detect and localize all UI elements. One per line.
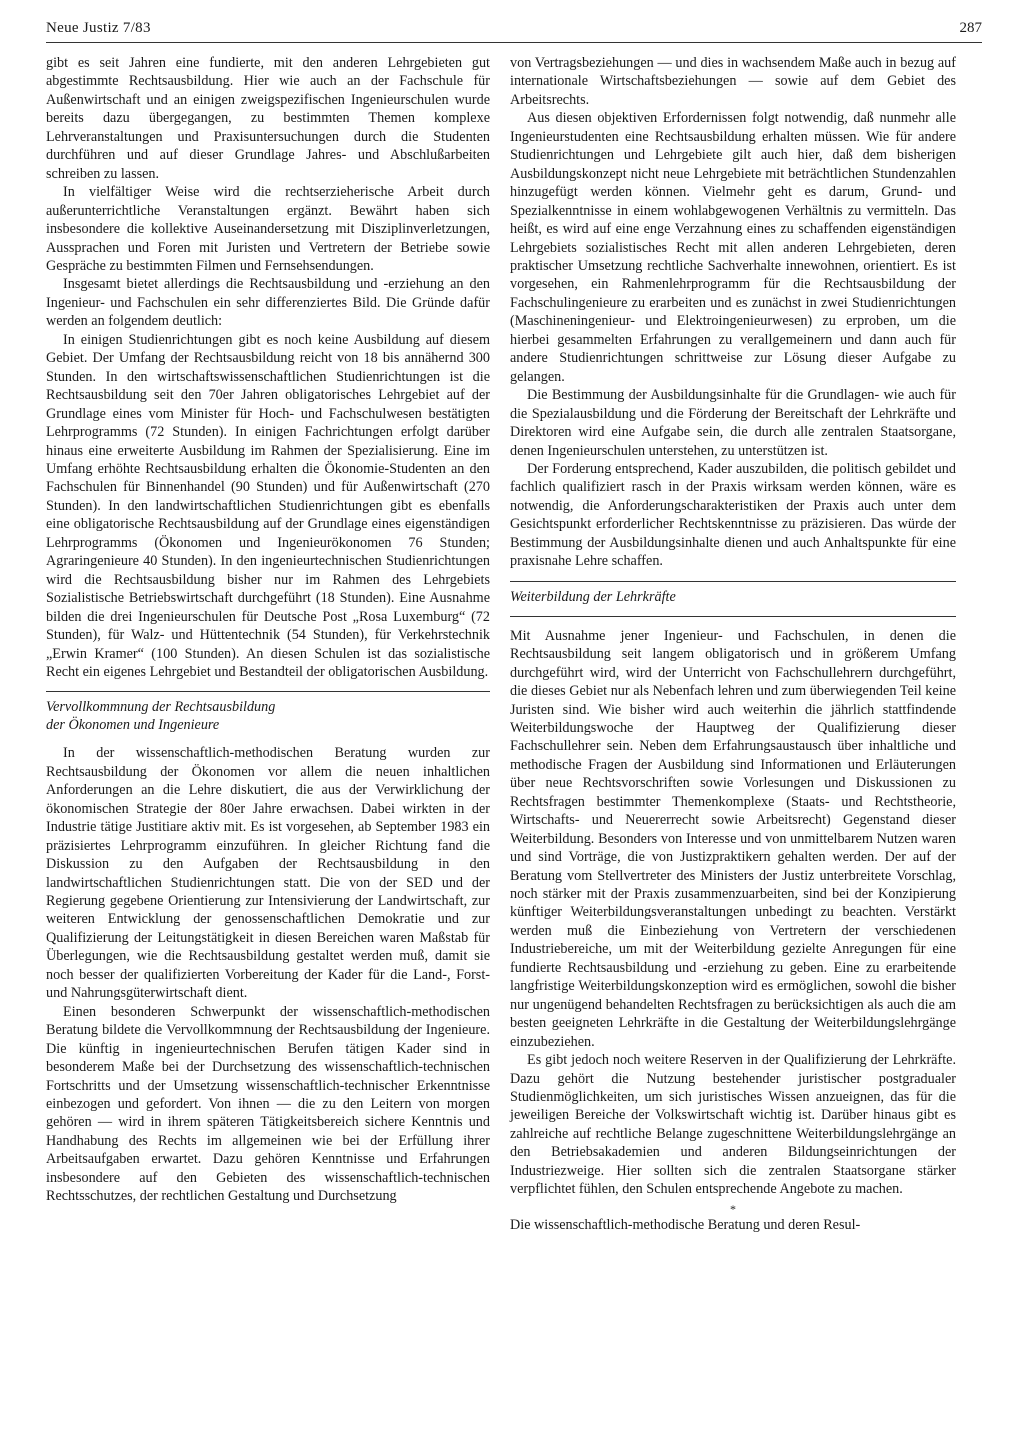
paragraph: Der Forderung entsprechend, Kader auszubilden, die politisch gebildet und fachlich qualifiziert rasch in der Praxis wirksam werden können, wäre es notwendig, die Anforderungscharakteristiken der Praxis auch unter dem Gesichtspunkt erforderlicher Rechtskenntnisse zu präzisieren. Das würde der Bestimmung der Ausbildungsinhalte dienen und auch Anhaltspunkte für eine praxisnahe Lehre schaffen. (510, 460, 956, 570)
section-heading-line: der Ökonomen und Ingenieure (46, 717, 220, 734)
section-heading (46, 698, 490, 734)
paragraph: In einigen Studienrichtungen gibt es noch keine Ausbildung auf diesem Gebiet. Der Umfang der Rechtsausbildung reicht von 18 bis annähernd 300 Stunden. In den wirtschaftswissenschaftlichen Studienrichtungen ist die Rechtsausbildung seit den 70er Jahren obligatorisches Lehrgebiet auf der Grundlage eines vom Minister für Hoch- und Fachschulwesen bestätigten Lehrprogramms (72 Stunden). In einigen Fachrichtungen erfolgt darüber hinaus eine erweiterte Ausbildung im Rahmen der Spezialisierung. Eine im Umfang erhöhte Rechtsausbildung erhalten die Ökonomie-Studenten an den Fachschulen für Binnenhandel (90 Stunden) und für Außenwirtschaft (270 Stunden). In den landwirtschaftlichen Studienrichtungen gibt es ebenfalls eine obligatorische Rechtsausbildung auf der Grundlage eines eigenständigen Lehrprogramms (Ökonomen und Ingenieurökonomen 76 Stunden; Agraringenieure 40 Stunden). In den ingenieurtechnischen Studienrichtungen wird die Rechtsausbildung bisher nur im Rahmen des Lehrgebiets Sozialistische Betriebswirtschaft durchgeführt (18 Stunden). Eine Ausnahme bilden die drei Ingenieurschulen für Deutsche Post „Rosa Luxemburg“ (72 Stunden), für Walz- und Hüttentechnik (54 Stunden), für Verkehrstechnik „Erwin Kramer“ (100 Stunden). An diesen Schulen ist das sozialistische Recht ein eigenes Lehrgebiet und Bestandteil der obligatorischen Ausbildung. (46, 331, 490, 680)
paragraph: Die wissenschaftlich-methodische Beratung und deren Resul- (510, 1216, 861, 1233)
section-heading-line: Vervollkommnung der Rechtsausbildung (46, 699, 276, 716)
section-rule (46, 691, 490, 692)
right-column (510, 54, 956, 1234)
section-heading: Weiterbildung der Lehrkräfte (510, 588, 676, 605)
paragraph: Mit Ausnahme jener Ingenieur- und Fachschulen, in denen die Rechtsausbildung seit langem obligatorisch und in größerem Umfang durchgeführt wird, wird der Unterricht von Fachschullehrern durchgeführt, die dieses Gebiet nur als Nebenfach lehren und zum überwiegenden Teil keine Juristen sind. Wie bisher wird auch weiterhin die jährlich stattfindende Weiterbildungswoche der Hauptweg der Qualifizierung dieser Fachschullehrer sein. Neben dem Erfahrungsaustausch über inhaltliche und methodische Fragen der Ausbildung sind Informationen und Erläuterungen über neue Rechtsvorschriften sowie Vorlesungen und Diskussionen zu Rechtsfragen bestimmter Themenkomplexe (Staats- und Rechtstheorie, Wirtschafts- und Neuererrecht sowie Arbeitsrecht) Gegenstand dieser Weiterbildung. Besonders von Interesse und von unmittelbarem Nutzen waren und sind Vorträge, die von Justizpraktikern gehalten werden. Der auf der Beratung vom Stellvertreter des Ministers der Justiz unterbreitete Vorschlag, noch stärker mit der Praxis zusammenzuarbeiten, sind bei der Konzipierung künftiger Weiterbildungsveranstaltungen unbedingt zu beachten. Verstärkt werden muß die Einbeziehung von Vertretern der verschiedenen Industriebereiche, um mit der Weiterbildung gezielte Anregungen für eine fundierte Rechtsausbildung und -erziehung zu geben. Eine zu erarbeitende langfristige Weiterbildungskonzeption wird es ermöglichen, sowohl die bisher nur ungenügend behandelten Rechtsfragen zu berücksichtigen als auch die am besten geeigneten Lehrkräfte in die Gestaltung der Weiterbildungslehrgänge einzubeziehen. (510, 627, 956, 1050)
page-number: 287 (959, 20, 982, 36)
page-header (46, 20, 982, 48)
paragraph: In der wissenschaftlich-methodischen Beratung wurden zur Rechtsausbildung der Ökonomen vor allem die neuen inhaltlichen Anforderungen an die Lehre diskutiert, die aus der Verwirklichung der ökonomischen Strategie der 80er Jahre erwachsen. Dabei wirkten in der Industrie tätige Justitiare aktiv mit. Es ist vorgesehen, ab September 1983 ein präzisiertes Lehrprogramm einzuführen. In gleicher Richtung fand die Diskussion zu den Aufgaben der Rechtsausbildung in den landwirtschaftlichen Studienrichtungen statt. Die von der SED und der Regierung gegebene Orientierung zur Intensivierung der Landwirtschaft, zur weiteren Entwicklung der genossenschaftlichen Demokratie und zur Qualifizierung der Leitungstätigkeit in diesen Bereichen waren Maßstab für Überlegungen, wie die Rechtsausbildung gestaltet werden muß, damit sie noch besser der qualifizierten Vorbereitung der Kader für die Land-, Forst- und Nahrungsgüterwirtschaft dient. (46, 745, 490, 1002)
header-rule (46, 42, 982, 43)
paragraph: Die Bestimmung der Ausbildungsinhalte für die Grundlagen- wie auch für die Spezialausbildung und die Förderung der Bereitschaft der Lehrkräfte und Direktoren wird eine Aufgabe sein, die durch alle zentralen Staatsorgane, denen Ingenieurschulen unterstehen, zu unterstützen ist. (510, 387, 956, 459)
section-rule (510, 581, 956, 582)
journal-title: Neue Justiz 7/83 (46, 20, 151, 36)
paragraph: Es gibt jedoch noch weitere Reserven in der Qualifizierung der Lehrkräfte. Dazu gehört die Nutzung bestehender juristischer postgradualer Studienmöglichkeiten, um sich juristisches Wissen anzueignen, das für die jeweiligen Bereiche der Volkswirtschaft wichtig ist. Darüber hinaus gibt es zahlreiche auf rechtliche Belange zugeschnittene Weiterbildungslehrgänge an den Betriebsakademien und anderen Bildungseinrichtungen der Industriezweige. Hier sollten sich die zentralen Staatsorgane stärker verpflichtet fühlen, den Schulen entsprechende Angebote zu machen. (510, 1052, 956, 1198)
paragraph: In vielfältiger Weise wird die rechtserzieherische Arbeit durch außerunterrichtliche Veranstaltungen ergänzt. Bewährt haben sich insbesondere die kollektive Auseinandersetzung mit Disziplinverletzungen, Aussprachen und Foren mit Juristen und Vertretern der Betriebe sowie Gespräche zu bestimmten Filmen und Fernsehsendungen. (46, 184, 490, 274)
paragraph: Einen besonderen Schwerpunkt der wissenschaftlich-methodischen Beratung bildete die Vervollkommnung der Rechtsausbildung der Ingenieure. Die künftig in ingenieurtechnischen Berufen tätigen Kader sind in besonderem Maße bei der Durchsetzung des wissenschaftlich-technischen Fortschritts und der Umsetzung wissenschaftlich-technischer Erkenntnisse einbezogen und gefordert. Von ihnen — die zu den Leitern von morgen gehören — wird in ihrem späteren Tätigkeitsbereich sichere Kenntnis und Handhabung des Rechts im allgemeinen wie bei der Erfüllung ihrer Arbeitsaufgaben erwartet. Dazu gehören Kenntnisse und Erfahrungen insbesondere auf den Gebieten des wissenschaftlich-technischen Rechtsschutzes, der rechtlichen Gestaltung und Durchsetzung (46, 1003, 490, 1205)
section-separator: * (730, 1201, 736, 1216)
paragraph: Insgesamt bietet allerdings die Rechtsausbildung und -erziehung an den Ingenieur- und Fachschulen ein sehr differenziertes Bild. Die Gründe dafür werden an folgendem deutlich: (46, 276, 490, 330)
paragraph: Aus diesen objektiven Erfordernissen folgt notwendig, daß nunmehr alle Ingenieurstudenten eine Rechtsausbildung erhalten müssen. Wie für andere Studienrichtungen und Lehrgebiete gilt auch hier, daß dem bisherigen Ausbildungskonzept nicht neue Lehrgebiete mit beträchtlichen Stundenzahlen hinzugefügt werden können. Vielmehr geht es darum, Grund- und Spezialkenntnisse in einem wohlabgewogenen Verhältnis zu vermitteln. Das heißt, es wird auf eine enge Verzahnung eines zu schaffenden eigenständigen Lehrgebiets sozialistisches Recht mit allen anderen Lehrgebieten, deren praktischer Umsetzung rechtliche Sachverhalte innewohnen, orientiert. Es ist vorgesehen, ein Rahmenlehrprogramm für die Rechtsausbildung der Fachschulingenieure zu erarbeiten und es zunächst in zwei Studienrichtungen (Maschineningenieur- und Elektroingenieurwesen) zu erproben, um die hierbei gesammelten Erfahrungen zu verallgemeinern und dann auch für andere Studienrichtungen schrittweise zur Lösung dieser Aufgabe zu gelangen. (510, 110, 956, 385)
section-rule (510, 616, 956, 617)
left-column (46, 54, 490, 1206)
paragraph: gibt es seit Jahren eine fundierte, mit den anderen Lehrgebieten gut abgestimmte Rechtsausbildung. Hier wie auch an der Fachschule für Außenwirtschaft und an einigen zweigspezifischen Ingenieurschulen wurde bereits dazu übergegangen, zu bestimmten Themen komplexe Lehrveranstaltungen und Praxisuntersuchungen durch die Studenten durchführen und auf dieser Grundlage Jahres- und Abschlußarbeiten schreiben zu lassen. (46, 55, 490, 182)
paragraph: von Vertragsbeziehungen — und dies in wachsendem Maße auch in bezug auf internationale Wirtschaftsbeziehungen — sowie auf dem Gebiet des Arbeitsrechts. (510, 55, 956, 108)
